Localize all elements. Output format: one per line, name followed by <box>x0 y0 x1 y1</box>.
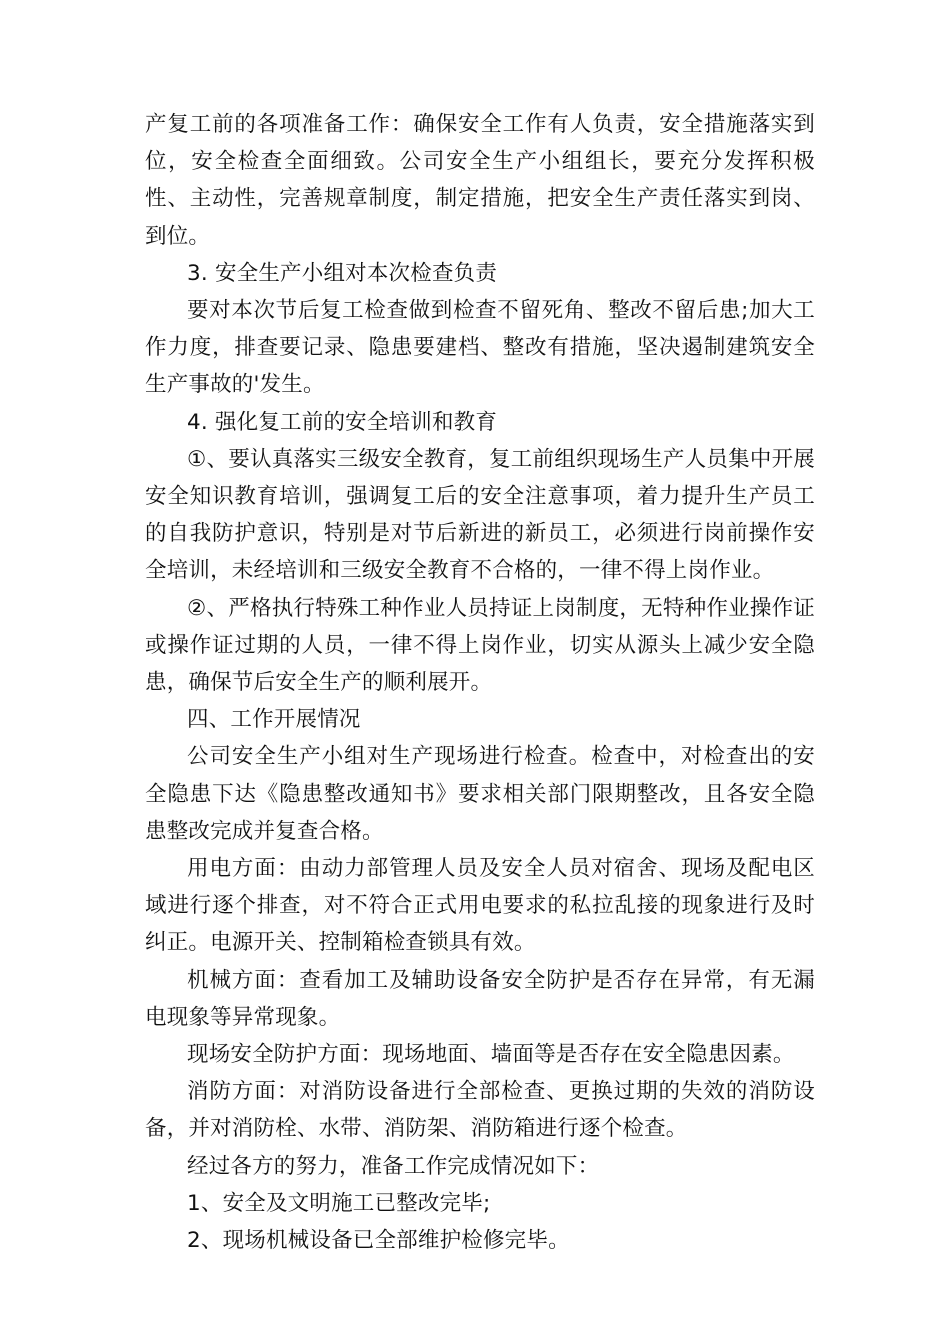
document-page <box>145 106 815 1259</box>
paragraph-training-1: ①、要认真落实三级安全教育，复工前组织现场生产人员集中开展安全知识教育培训，强调复工后的安全注意事项，着力提升生产员工的自我防护意识，特别是对节后新进的新员工，必须进行岗前操作安全培训，未经培训和三级安全教育不合格的，一律不得上岗作业。 <box>145 446 815 584</box>
paragraph-inspection-responsibility: 要对本次节后复工检查做到检查不留死角、整改不留后患;加大工作力度，排查要记录、隐患要建档、整改有措施，坚决遏制建筑安全生产事故的'发生。 <box>145 298 815 398</box>
paragraph-machinery: 机械方面：查看加工及辅助设备安全防护是否存在异常，有无漏电现象等异常现象。 <box>145 967 815 1030</box>
paragraph-intro-continued: 产复工前的各项准备工作：确保安全工作有人负责，安全措施落实到位，安全检查全面细致。公司安全生产小组组长，要充分发挥积极性、主动性，完善规章制度，制定措施，把安全生产责任落实到岗、到位。 <box>145 112 815 249</box>
paragraph-fire-protection: 消防方面：对消防设备进行全部检查、更换过期的失效的消防设备，并对消防栓、水带、消防架、消防箱进行逐个检查。 <box>145 1079 815 1142</box>
paragraph-inspection-summary: 公司安全生产小组对生产现场进行检查。检查中，对检查出的安全隐患下达《隐患整改通知书》要求相关部门限期整改，且各安全隐患整改完成并复查合格。 <box>145 744 815 844</box>
heading-item-3: 3. 安全生产小组对本次检查负责 <box>187 260 498 286</box>
list-item-2: 2、现场机械设备已全部维护检修完毕。 <box>187 1228 570 1254</box>
paragraph-completion-intro: 经过各方的努力，准备工作完成情况如下： <box>187 1153 600 1179</box>
paragraph-electricity: 用电方面：由动力部管理人员及安全人员对宿舍、现场及配电区域进行逐个排查，对不符合正式用电要求的私拉乱接的现象进行及时纠正。电源开关、控制箱检查锁具有效。 <box>145 856 815 956</box>
heading-item-4: 4. 强化复工前的安全培训和教育 <box>187 409 498 435</box>
paragraph-site-protection: 现场安全防护方面：现场地面、墙面等是否存在安全隐患因素。 <box>187 1042 795 1068</box>
paragraph-training-2: ②、严格执行特殊工种作业人员持证上岗制度，无特种作业操作证或操作证过期的人员，一律不得上岗作业，切实从源头上减少安全隐患，确保节后安全生产的顺利展开。 <box>145 595 815 696</box>
list-item-1: 1、安全及文明施工已整改完毕; <box>187 1190 491 1216</box>
heading-section-4: 四、工作开展情况 <box>187 707 361 733</box>
